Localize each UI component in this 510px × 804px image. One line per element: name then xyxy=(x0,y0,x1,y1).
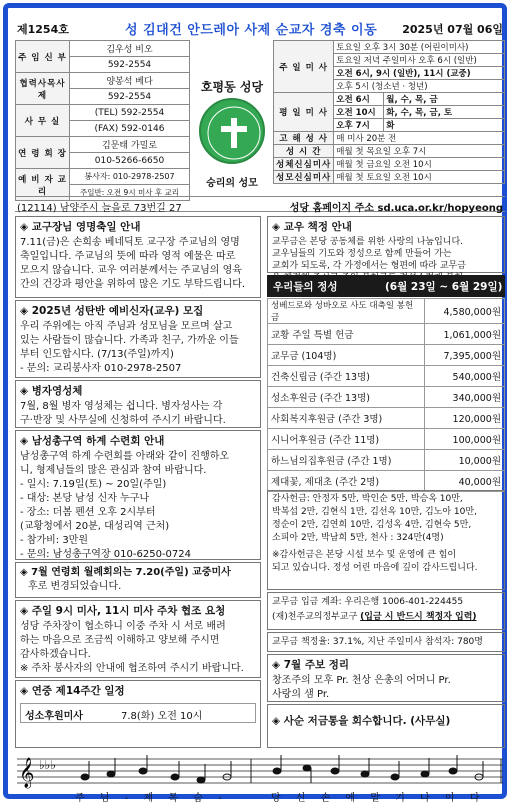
thanks-line: 소피아 2만, 박남희 5만, 천사 : 324만(4명) xyxy=(272,533,444,543)
sunday-mass-line: 오전 6시, 9시 (일반), 11시 (교중) xyxy=(334,67,505,80)
notice-title: ◈ 교우 책정 안내 xyxy=(272,221,352,233)
notice-line: 축일입니다. 주교님의 뜻에 따라 영적 예물은 따로 xyxy=(20,251,236,262)
offering-amount: 40,000원 xyxy=(425,471,505,492)
tithe-rate-text: 교무금 책정율: 37.1%, 지난 주일미사 참석자: 780명 xyxy=(272,637,483,647)
notice-title: ◈ 교구장님 영명축일 안내 xyxy=(20,221,141,233)
thanks-offering xyxy=(267,490,505,590)
notice-line: 하는 마음으로 조금씩 이해하고 양보해 주시면 xyxy=(20,635,220,646)
sunday-mass-label: 주 일 미 사 xyxy=(274,41,334,93)
notice-line: 교우님들의 기도와 정성으로 함께 만들어 가는 xyxy=(272,249,452,259)
table-row xyxy=(268,450,505,471)
notice-meeting xyxy=(15,562,261,598)
staff-label: 협력사목사제 xyxy=(16,73,70,105)
notice-title: ◈ 2025년 성탄반 예비신자(교우) 모집 xyxy=(20,305,204,317)
tithe-notice xyxy=(267,216,505,273)
lyrics-left: 주 님 - 제 목 숨 - xyxy=(75,793,228,804)
table-row xyxy=(268,387,505,408)
weekday-days: 월, 수, 목, 금 xyxy=(384,93,505,106)
notice-line: 있는 사람들이 많습니다. 가족과 친구, 가까운 이들 xyxy=(20,335,239,346)
notice-title: ◈ 7월 주보 정리 xyxy=(272,659,350,671)
offering-amount: 540,000원 xyxy=(425,366,505,387)
staff-value: 김문태 가밀로 xyxy=(70,137,190,153)
other-label: 성체신심미사 xyxy=(274,158,334,171)
notice-line: 교무금은 본당 공동체를 위한 사랑의 나눔입니다. xyxy=(272,237,464,247)
weekday-time: 오전 6시 xyxy=(334,93,384,106)
notice-title: ◈ 주일 9시 미사, 11시 미사 주차 협조 요청 xyxy=(20,605,226,617)
notice-line: 사랑의 샘 Pr. xyxy=(272,689,330,700)
staff-value: (TEL) 592-2554 xyxy=(70,105,190,121)
offering-amount: 100,000원 xyxy=(425,429,505,450)
issue-number: 제1254호 xyxy=(17,23,69,36)
notice-line: 교회가 되도록, 각 가정에서는 형편에 따라 교무금 xyxy=(272,261,466,271)
notice-line: 간의 건강과 평안을 위하여 많은 기도 부탁드립니다. xyxy=(20,279,246,290)
patron-name: 승리의 성모 xyxy=(206,178,258,189)
notice-line: 부터 인도합시다. (7/13(주일)까지) xyxy=(20,349,174,360)
offering-amount: 120,000원 xyxy=(425,408,505,429)
notice-line: 성당 주차장이 협소하니 이중 주차 시 서로 배려 xyxy=(20,621,226,632)
staff-table xyxy=(15,40,190,201)
other-value: 매월 첫 토요일 오전 10시 xyxy=(334,171,505,184)
parish-address: (12114) 남양주시 늘을로 73번길 27 xyxy=(17,203,182,214)
schedule-row xyxy=(20,703,256,723)
other-value: 매 미사 20분 전 xyxy=(334,132,505,145)
table-row xyxy=(268,299,505,324)
lyrics-right: 당 신 손 에 맡 기 나 이 다 xyxy=(271,793,486,804)
notice-line: (교황청에서 20분, 대성리역 근처) xyxy=(20,521,170,532)
parish-name: 호평동 성당 xyxy=(200,80,264,94)
weekday-days: 화 xyxy=(384,119,505,132)
tithe-rate xyxy=(267,632,505,652)
staff-value: 양봉석 베다 xyxy=(70,73,190,89)
staff-label: 연 령 회 장 xyxy=(16,137,70,169)
notice-title: ◈ 남성총구역 하계 수련회 안내 xyxy=(20,435,165,447)
staff-value: 봉사자: 010-2978-2507 xyxy=(70,169,190,185)
notice-line: ※ 주차 봉사자의 안내에 협조하여 주시기 바랍니다. xyxy=(20,663,244,674)
weekday-mass-label: 평 일 미 사 xyxy=(274,93,334,132)
offering-item: 교황 주일 특별 헌금 xyxy=(268,324,425,345)
notice-parking xyxy=(15,600,261,678)
notice-line: - 참가비: 3만원 xyxy=(20,535,88,546)
notice-line: 창조주의 모후 Pr. 천상 은총의 어머니 Pr. xyxy=(272,675,451,686)
notice-title: ◈ 연중 제14주간 일정 xyxy=(20,685,125,697)
schedule-value: 7.8(화) 오전 10시 xyxy=(121,711,203,722)
table-row xyxy=(268,366,505,387)
lent-bank-notice xyxy=(267,704,505,748)
notice-line: 남성총구역 하계 수련회를 아래와 같이 진행하오 xyxy=(20,451,230,462)
notice-line: 7.11(금)은 손희송 베네딕토 교구장 주교님의 영명 xyxy=(20,237,240,248)
offering-amount: 1,061,000원 xyxy=(425,324,505,345)
offering-item: 성베드로와 성바오로 사도 대축일 봉헌금 xyxy=(268,299,425,324)
offering-item: 제대꽃, 제대초 (주간 2명) xyxy=(268,471,425,492)
notice-line: - 문의: 남성총구역장 010-6250-0724 xyxy=(20,549,191,560)
notice-line: 우리 주위에는 아직 주님과 성모님을 모르며 살고 xyxy=(20,321,233,332)
account-info xyxy=(267,592,505,630)
notice-line: - 일시: 7.19일(토) ~ 20일(주일) xyxy=(20,479,167,490)
other-label: 성 시 간 xyxy=(274,145,334,158)
staff-value: 592-2554 xyxy=(70,89,190,105)
parish-logo-block xyxy=(193,40,271,194)
address-bar xyxy=(15,196,505,212)
notice-line: ◈ 7월 연령회 월례회의는 7.20(주일) 교중미사 xyxy=(20,567,231,578)
other-value: 매월 첫 목요일 오후 7시 xyxy=(334,145,505,158)
header xyxy=(15,19,505,37)
offering-amount: 4,580,000원 xyxy=(425,299,505,324)
bulletin-frame xyxy=(3,3,507,804)
table-row xyxy=(268,324,505,345)
notice-weekly-schedule xyxy=(15,680,261,748)
staff-label: 사 무 실 xyxy=(16,105,70,137)
notice-line: 7월, 8월 병자 영성체는 쉽니다. 병자성사는 각 xyxy=(20,401,223,412)
bulletin-date: 2025년 07월 06일 xyxy=(402,23,503,36)
notice-line: - 문의: 교리봉사자 010-2978-2507 xyxy=(20,363,182,374)
thanks-note: ※감사헌금은 본당 시설 보수 및 운영에 큰 힘이 xyxy=(272,550,457,560)
weekday-days: 화, 수, 목, 금, 토 xyxy=(384,106,505,119)
staff-label: 주 임 신 부 xyxy=(16,41,70,73)
notice-bishop-feast xyxy=(15,216,261,298)
notice-line: 후로 변경되었습니다. xyxy=(28,581,122,592)
table-row xyxy=(268,471,505,492)
staff-lines xyxy=(15,753,505,789)
offering-item: 사회복지후원금 (주간 3명) xyxy=(268,408,425,429)
offerings-title: 우리들의 정성 xyxy=(273,281,338,293)
notice-line: - 대상: 본당 남성 신자 누구나 xyxy=(20,493,150,504)
staff-value: 주일반: 오전 9시 미사 후 교리 xyxy=(70,185,190,201)
sunday-mass-line: 오후 5시 (청소년 · 청년) xyxy=(334,80,505,93)
offering-amount: 340,000원 xyxy=(425,387,505,408)
offering-item: 하느님의집후원금 (주간 1명) xyxy=(268,450,425,471)
music-staff xyxy=(15,753,505,803)
staff-value: (FAX) 592-0146 xyxy=(70,121,190,137)
account-line: 교무금 입금 계좌: 우리은행 1006-401-224455 xyxy=(272,597,464,607)
svg-text:♭♭♭: ♭♭♭ xyxy=(39,758,56,772)
notice-title: ◈ 병자영성체 xyxy=(20,385,83,397)
account-holder: (재)천주교의정부교구 xyxy=(272,612,361,622)
offerings-period: (6월 23일 ~ 6월 29일) xyxy=(385,281,503,293)
table-row xyxy=(268,345,505,366)
schedule-label: 성소후원미사 xyxy=(25,711,83,722)
mass-schedule xyxy=(273,40,505,184)
thanks-line: 감사헌금: 안정자 5만, 박인순 5만, 박승옥 10만, xyxy=(272,494,463,504)
cross-icon xyxy=(201,100,267,166)
offerings-table xyxy=(267,298,505,492)
homepage-link[interactable]: 성당 홈페이지 주소 sd.uca.or.kr/hopyeong xyxy=(289,203,503,214)
offering-amount: 10,000원 xyxy=(425,450,505,471)
notice-line: 니, 형제님들의 많은 관심과 참여 바랍니다. xyxy=(20,465,207,476)
notice-title: ◈ 사순 저금통을 회수합니다. (사무실) xyxy=(272,715,451,727)
weekday-time: 오전 10시 xyxy=(334,106,384,119)
prayer-notice xyxy=(267,654,505,702)
other-label: 성모신심미사 xyxy=(274,171,334,184)
weekday-time: 오후 7시 xyxy=(334,119,384,132)
other-label: 고 해 성 사 xyxy=(274,132,334,145)
sunday-mass-line: 토요일 오후 3시 30분 (어린이미사) xyxy=(334,41,505,54)
bulletin-page xyxy=(15,13,505,803)
offering-item: 건축신립금 (주간 13명) xyxy=(268,366,425,387)
staff-value: 김우성 비오 xyxy=(70,41,190,57)
thanks-note: 되고 있습니다. 정성 어린 마음에 깊이 감사드립니다. xyxy=(272,563,478,573)
notice-line: - 장소: 더봄 펜션 오후 2시부터 xyxy=(20,507,156,518)
thanks-line: 박복섭 2만, 김현식 1만, 김선옥 10만, 김노아 10만, xyxy=(272,507,477,517)
notice-line: 구·반장 및 사무실에 신청하여 주시기 바랍니다. xyxy=(20,415,226,426)
table-row xyxy=(268,408,505,429)
offerings-header xyxy=(267,275,505,297)
svg-text:𝄞: 𝄞 xyxy=(19,758,35,788)
account-note: (입금 시 반드시 책정자 입력) xyxy=(360,612,477,622)
other-value: 매월 첫 금요일 오전 10시 xyxy=(334,158,505,171)
offering-amount: 7,395,000원 xyxy=(425,345,505,366)
staff-label: 예 비 자 교 리 xyxy=(16,169,70,201)
notice-catechumen xyxy=(15,300,261,378)
notice-line: 감사하겠습니다. xyxy=(20,649,91,660)
notice-sick-communion xyxy=(15,380,261,428)
offering-item: 시니어후원금 (주간 11명) xyxy=(268,429,425,450)
notice-retreat xyxy=(15,430,261,560)
bulletin-title: 성 김대건 안드레아 사제 순교자 경축 이동 xyxy=(125,23,378,38)
notice-line: 모으지 않습니다. 교우 여러분께서는 주교님의 영육 xyxy=(20,265,242,276)
staff-value: 592-2554 xyxy=(70,57,190,73)
table-row xyxy=(268,429,505,450)
offering-item: 교무금 (104명) xyxy=(268,345,425,366)
offering-item: 성소후원금 (주간 13명) xyxy=(268,387,425,408)
thanks-line: 정순이 2만, 김연희 10만, 김성옥 4만, 김현숙 5만, xyxy=(272,520,472,530)
sunday-mass-line: 토요일 저녁 주일미사 오후 6시 (일반) xyxy=(334,54,505,67)
staff-value: 010-5266-6650 xyxy=(70,153,190,169)
parish-logo xyxy=(199,98,265,164)
